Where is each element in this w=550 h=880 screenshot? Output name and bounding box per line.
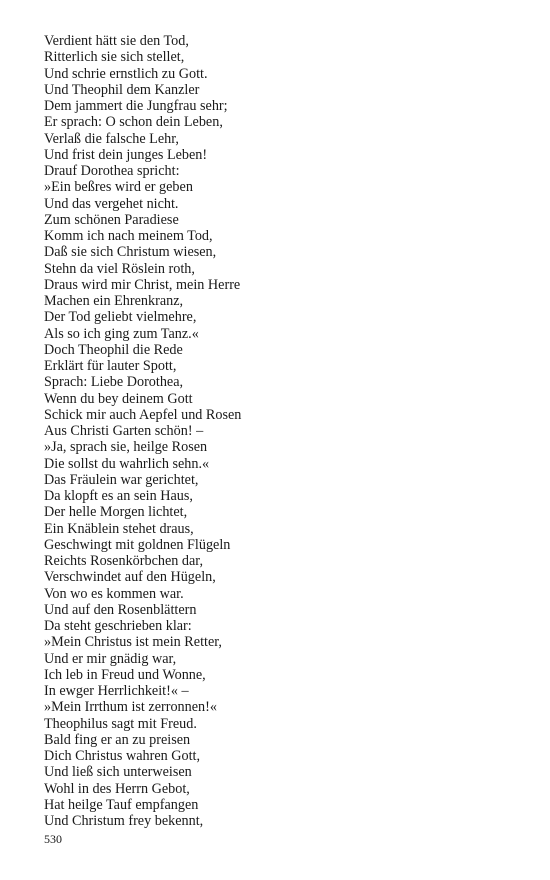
poem-line: Das Fräulein war gerichtet, — [44, 471, 199, 488]
poem-line: Erklärt für lauter Spott, — [44, 358, 177, 374]
poem-line: Dich Christus wahren Gott, — [44, 748, 201, 764]
poem-line: Bald fing er an zu preisen — [44, 731, 191, 748]
poem-text — [44, 33, 241, 829]
poem-line: Verlaß die falsche Lehr, — [44, 130, 179, 147]
poem-line: Der helle Morgen lichtet, — [44, 504, 188, 521]
poem-line: Er sprach: O schon dein Leben, — [44, 114, 223, 131]
poem-line: Ich leb in Freud und Wonne, — [44, 666, 206, 683]
poem-line: Wohl in des Herrn Gebot, — [44, 780, 190, 797]
poem-line: Der Tod geliebt vielmehre, — [44, 309, 197, 326]
poem-line: Daß sie sich Christum wiesen, — [44, 244, 217, 261]
poem-line: »Mein Christus ist mein Retter, — [44, 634, 222, 651]
poem-line: Drauf Dorothea spricht: — [44, 163, 180, 179]
poem-line: Und Theophil dem Kanzler — [44, 81, 200, 98]
poem-line: Und Christum frey bekennt, — [44, 813, 204, 829]
poem-line: In ewger Herrlichkeit!« – — [44, 683, 189, 699]
poem-line: Zum schönen Paradiese — [44, 211, 179, 228]
poem-line: Schick mir auch Aepfel und Rosen — [44, 406, 242, 423]
poem-line: Verdient hätt sie den Tod, — [44, 33, 189, 49]
poem-line: Theophilus sagt mit Freud. — [44, 715, 197, 732]
poem-line: Doch Theophil die Rede — [44, 341, 183, 358]
poem-line: Ritterlich sie sich stellet, — [44, 49, 185, 66]
poem-line: Machen ein Ehrenkranz, — [44, 293, 184, 309]
poem-line: Reichts Rosenkörbchen dar, — [44, 553, 203, 569]
poem-line: Sprach: Liebe Dorothea, — [44, 374, 184, 391]
poem-line: Geschwingt mit goldnen Flügeln — [44, 536, 231, 553]
poem-line: Und ließ sich unterweisen — [44, 764, 192, 781]
poem-line: Komm ich nach meinem Tod, — [44, 228, 213, 244]
poem-line: »Ein beßres wird er geben — [44, 179, 193, 196]
poem-line: Und schrie ernstlich zu Gott. — [44, 65, 208, 82]
poem-line: »Ja, sprach sie, heilge Rosen — [44, 439, 208, 456]
poem-line: Und frist dein junges Leben! — [44, 146, 208, 163]
poem-line: Aus Christi Garten schön! – — [44, 423, 204, 439]
poem-line: Ein Knäblein stehet draus, — [44, 520, 194, 537]
poem-line: Draus wird mir Christ, mein Herre — [44, 276, 241, 293]
poem-line: Die sollst du wahrlich sehn.« — [44, 455, 210, 472]
poem-line: Hat heilge Tauf empfangen — [44, 796, 199, 813]
poem-line: Als so ich ging zum Tanz.« — [44, 325, 199, 342]
poem-line: »Mein Irrthum ist zerronnen!« — [44, 699, 217, 716]
poem-line: Da steht geschrieben klar: — [44, 618, 192, 634]
page-number: 530 — [44, 832, 62, 846]
poem-line: Stehn da viel Röslein roth, — [44, 260, 195, 277]
poem-line: Und auf den Rosenblättern — [44, 601, 197, 618]
poem-line: Und er mir gnädig war, — [44, 650, 177, 667]
poem-line: Von wo es kommen war. — [44, 585, 184, 602]
poem-line: Da klopft es an sein Haus, — [44, 488, 193, 504]
poem-line: Und das vergehet nicht. — [44, 195, 179, 212]
poem-line: Wenn du bey deinem Gott — [44, 390, 193, 407]
poem-line: Verschwindet auf den Hügeln, — [44, 569, 216, 586]
poem-line: Dem jammert die Jungfrau sehr; — [44, 98, 228, 114]
